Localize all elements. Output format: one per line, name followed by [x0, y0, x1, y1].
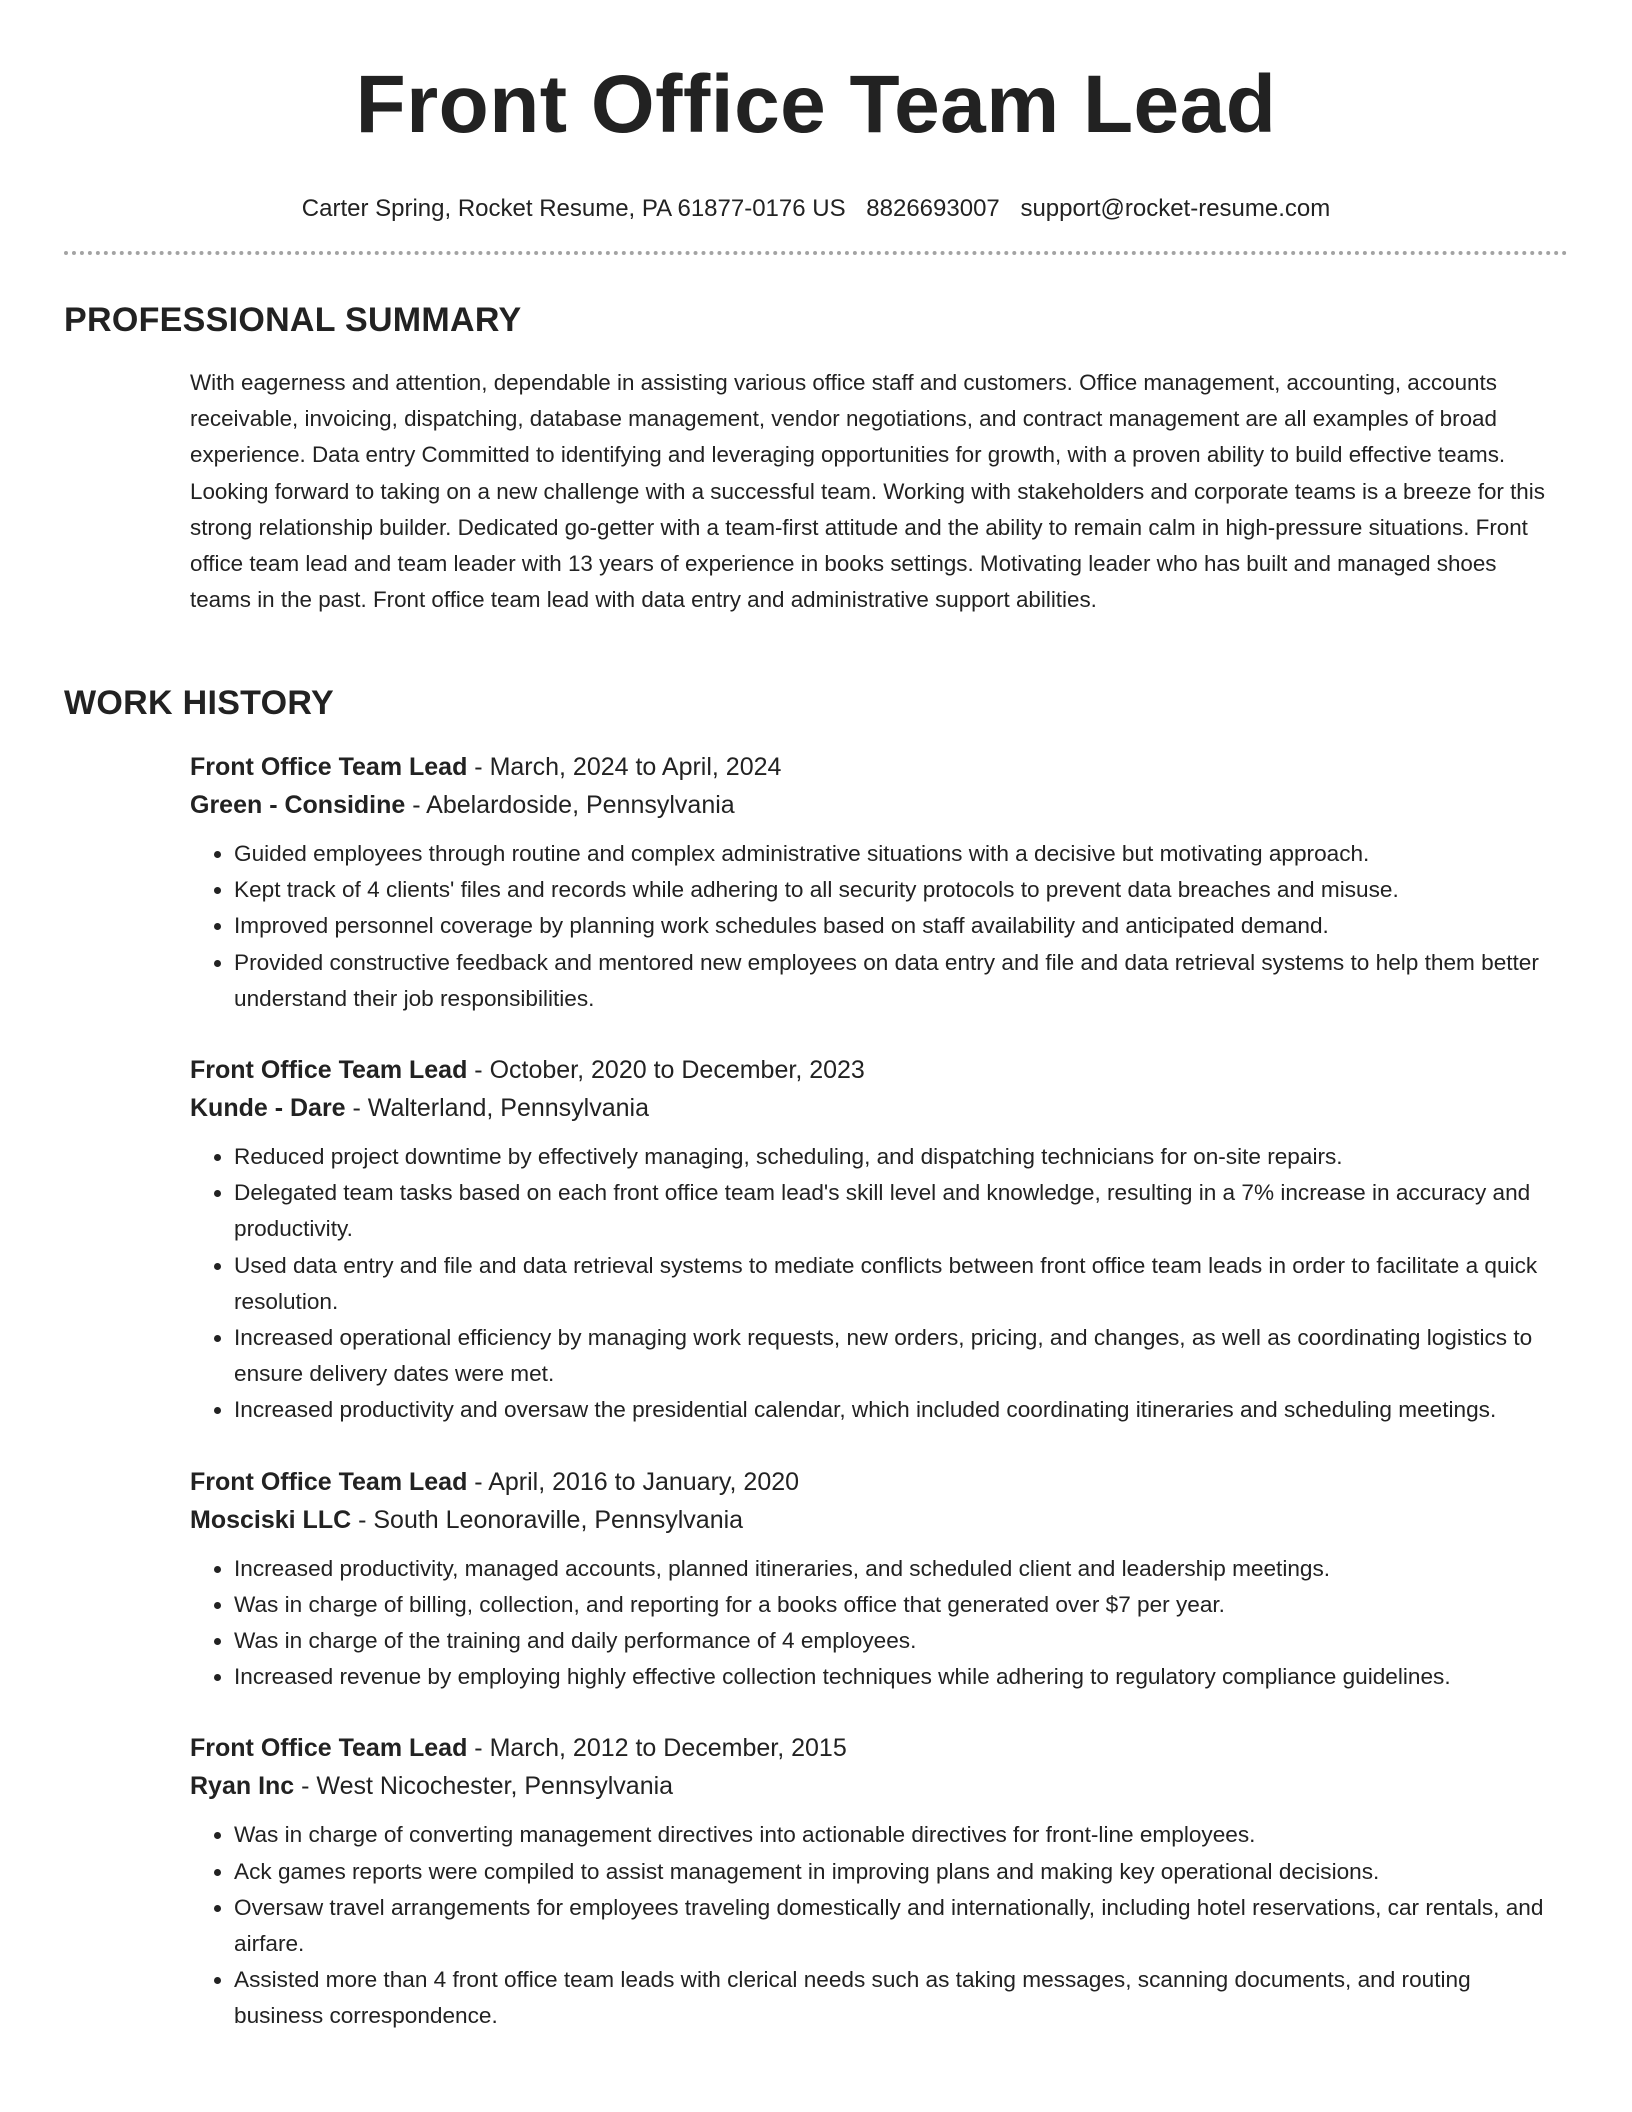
job-location: - West Nicochester, Pennsylvania — [294, 1772, 674, 1801]
summary-heading: PROFESSIONAL SUMMARY — [64, 301, 522, 339]
contact-phone: 8826693007 — [866, 195, 1000, 222]
job-bullet: • Was in charge of billing, collection, and reporting for a books office that generated over $7 per year. — [234, 1587, 1565, 1623]
job-company-line — [190, 1501, 1565, 1539]
job-bullet: • Assisted more than 4 front office team leads with clerical needs such as taking messages, scanning documents, and routing business correspondence. — [234, 1962, 1565, 2034]
contact-email: support@rocket-resume.com — [1020, 195, 1331, 222]
job-bullet-list — [190, 1817, 1565, 2034]
candidate-name: Front Office Team Lead — [355, 59, 1277, 150]
job-title: Front Office Team Lead — [190, 1734, 468, 1763]
job-title: Front Office Team Lead — [190, 1467, 468, 1496]
job-entry — [190, 1729, 1565, 2034]
job-company: Green - Considine — [190, 791, 406, 819]
job-location: - Abelardoside, Pennsylvania — [405, 791, 735, 819]
job-title-line — [190, 1051, 1565, 1089]
job-dates: - October, 2020 to December, 2023 — [467, 1056, 865, 1085]
job-bullet: • Was in charge of the training and daily performance of 4 employees. — [234, 1623, 1565, 1659]
job-bullet: • Improved personnel coverage by planning work schedules based on staff availability and anticipated demand. — [234, 908, 1565, 944]
job-bullet: • Delegated team tasks based on each front office team lead's skill level and knowledge, resulting in a 7% increase in accuracy and productivity. — [234, 1175, 1565, 1247]
job-title: Front Office Team Lead — [190, 753, 468, 781]
job-bullet: • Used data entry and file and data retrieval systems to mediate conflicts between front office team leads in order to facilitate a quick resolution. — [234, 1248, 1565, 1320]
job-bullet: • Increased productivity and oversaw the presidential calendar, which included coordinating itineraries and scheduling meetings. — [234, 1392, 1565, 1428]
job-bullet: • Guided employees through routine and complex administrative situations with a decisive but motivating approach. — [234, 836, 1565, 872]
job-location: - Walterland, Pennsylvania — [345, 1094, 649, 1123]
job-company: Mosciski LLC — [190, 1505, 352, 1534]
job-bullet: • Was in charge of converting management directives into actionable directives for front-line employees. — [234, 1817, 1565, 1853]
header-divider — [64, 251, 1568, 255]
job-dates: - March, 2024 to April, 2024 — [467, 753, 782, 781]
contact-line — [0, 192, 1632, 226]
job-bullet-list — [190, 1139, 1565, 1429]
job-entry — [190, 1463, 1565, 1696]
work-history-heading: WORK HISTORY — [64, 684, 334, 722]
job-bullet: • Ack games reports were compiled to assist management in improving plans and making key operational decisions. — [234, 1854, 1565, 1890]
job-title-line — [190, 1729, 1565, 1767]
job-bullet-list — [190, 836, 1565, 1017]
job-company-line — [190, 786, 1565, 824]
job-company-line — [190, 1767, 1565, 1805]
resume-header — [0, 50, 1632, 226]
job-title-line — [190, 748, 1565, 786]
job-title: Front Office Team Lead — [190, 1056, 468, 1085]
work-history-list — [190, 748, 1565, 2069]
job-bullet: • Increased operational efficiency by managing work requests, new orders, pricing, and changes, as well as coordinating logistics to ensure delivery dates were met. — [234, 1320, 1565, 1392]
job-entry — [190, 748, 1565, 1017]
job-company: Kunde - Dare — [190, 1094, 346, 1123]
job-company: Ryan Inc — [190, 1772, 295, 1801]
job-bullet: • Kept track of 4 clients' files and records while adhering to all security protocols to prevent data breaches and misuse. — [234, 872, 1565, 908]
job-bullet-list — [190, 1551, 1565, 1696]
job-company-line — [190, 1089, 1565, 1127]
contact-address: Carter Spring, Rocket Resume, PA 61877-0176 US — [301, 195, 846, 222]
job-bullet: • Increased revenue by employing highly effective collection techniques while adhering to regulatory compliance guidelines. — [234, 1659, 1565, 1695]
job-dates: - April, 2016 to January, 2020 — [467, 1467, 800, 1496]
summary-text: With eagerness and attention, dependable in assisting various office staff and customers. Office management, accounting, accounts receivable, invoicing, dispatching, database management, vendor negotiations, and contract management are all examples of broad experience. Data entry Committed to identifying and leveraging opportunities for growth, with a proven ability to build effective teams. Looking forward to taking on a new challenge with a successful team. Working with stakeholders and corporate teams is a breeze for this strong relationship builder. Dedicated go-getter with a team-first attitude and the ability to remain calm in high-pressure situations. Front office team lead and team leader with 13 years of experience in books settings. Motivating leader who has built and managed shoes teams in the past. Front office team lead with data entry and administrative support abilities. — [190, 370, 1545, 613]
job-dates: - March, 2012 to December, 2015 — [467, 1734, 847, 1763]
job-bullet: • Reduced project downtime by effectively managing, scheduling, and dispatching technicians for on-site repairs. — [234, 1139, 1565, 1175]
job-location: - South Leonoraville, Pennsylvania — [351, 1505, 744, 1534]
job-title-line — [190, 1463, 1565, 1501]
job-bullet: • Oversaw travel arrangements for employees traveling domestically and internationally, including hotel reservations, car rentals, and airfare. — [234, 1890, 1565, 1962]
job-bullet: • Provided constructive feedback and mentored new employees on data entry and file and data retrieval systems to help them better understand their job responsibilities. — [234, 945, 1565, 1017]
job-bullet: • Increased productivity, managed accounts, planned itineraries, and scheduled client and leadership meetings. — [234, 1551, 1565, 1587]
job-entry — [190, 1051, 1565, 1429]
